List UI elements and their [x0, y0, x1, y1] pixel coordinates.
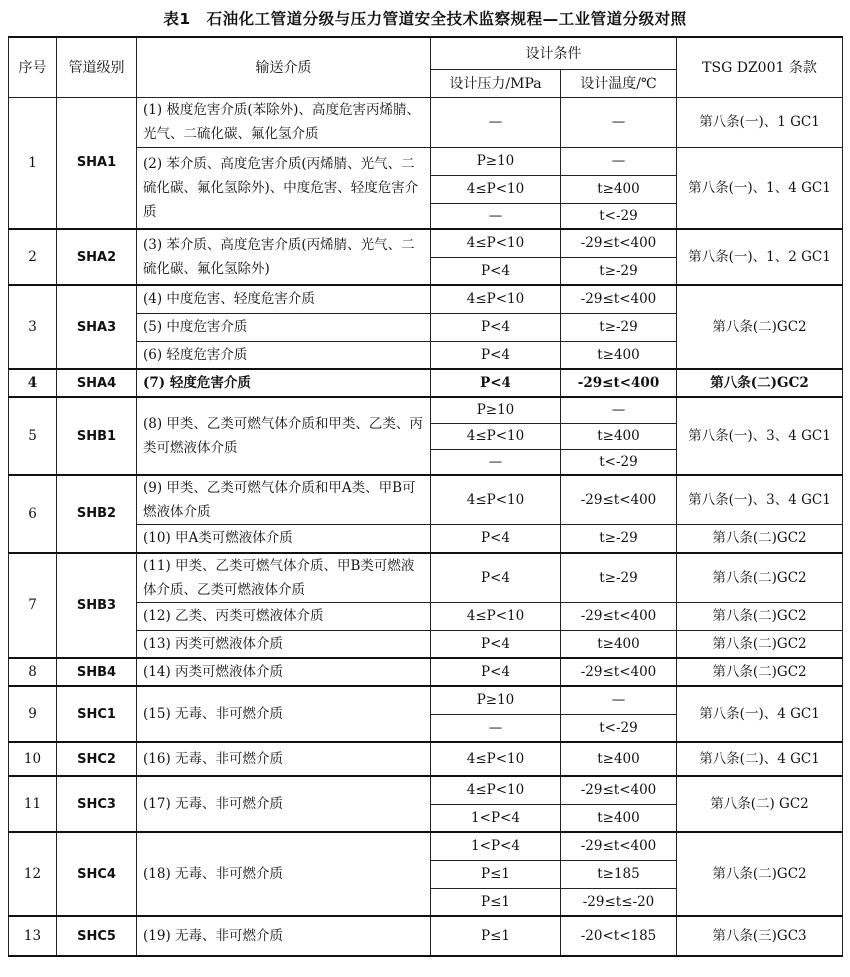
row-temperature: t≥-29 — [561, 313, 677, 341]
table-row — [9, 475, 843, 525]
row-medium: (10) 甲A类可燃液体介质 — [137, 525, 431, 553]
table-body — [9, 97, 843, 956]
row-medium: (6) 轻度危害介质 — [137, 341, 431, 369]
row-pressure: P<4 — [431, 257, 561, 285]
row-medium: (3) 苯介质、高度危害介质(丙烯腈、光气、二硫化碳、氟化氢除外) — [137, 229, 431, 285]
header-temperature: 设计温度/℃ — [561, 69, 677, 97]
row-temperature: t<-29 — [561, 714, 677, 742]
table-row — [9, 97, 843, 147]
row-clause: 第八条(一)、3、4 GC1 — [677, 475, 843, 525]
table-row — [9, 686, 843, 714]
row-medium: (1) 极度危害介质(苯除外)、高度危害丙烯腈、光气、二硫化碳、氟化氢介质 — [137, 97, 431, 147]
row-clause: 第八条(二)GC2 — [677, 602, 843, 630]
row-grade: SHC4 — [57, 832, 137, 916]
row-temperature: t≥400 — [561, 423, 677, 449]
row-grade: SHB2 — [57, 475, 137, 553]
table-row — [9, 776, 843, 804]
row-temperature: -29≤t<400 — [561, 832, 677, 860]
row-medium: (18) 无毒、非可燃介质 — [137, 832, 431, 916]
row-temperature: -20<t<185 — [561, 916, 677, 956]
row-medium: (9) 甲类、乙类可燃气体介质和甲A类、甲B可燃液体介质 — [137, 475, 431, 525]
row-pressure: 4≤P<10 — [431, 475, 561, 525]
table-row — [9, 916, 843, 956]
row-pressure: P<4 — [431, 525, 561, 553]
row-temperature: -29≤t<400 — [561, 229, 677, 257]
row-grade: SHA3 — [57, 285, 137, 369]
row-temperature: -29≤t<400 — [561, 658, 677, 686]
row-medium: (13) 丙类可燃液体介质 — [137, 630, 431, 658]
row-pressure: P<4 — [431, 630, 561, 658]
row-grade: SHB4 — [57, 658, 137, 686]
row-clause: 第八条(二)GC2 — [677, 630, 843, 658]
row-clause: 第八条(二)GC2 — [677, 553, 843, 603]
row-temperature: — — [561, 97, 677, 147]
table-row — [9, 229, 843, 257]
header-design: 设计条件 — [431, 37, 677, 69]
row-no: 4 — [9, 369, 57, 397]
row-pressure: P<4 — [431, 341, 561, 369]
row-temperature: — — [561, 147, 677, 175]
row-no: 2 — [9, 229, 57, 285]
row-pressure: — — [431, 97, 561, 147]
row-medium: (16) 无毒、非可燃介质 — [137, 742, 431, 776]
row-medium: (2) 苯介质、高度危害介质(丙烯腈、光气、二硫化碳、氟化氢除外)、中度危害、轻度危害介质 — [137, 147, 431, 229]
row-pressure: P<4 — [431, 658, 561, 686]
table-row — [9, 832, 843, 860]
row-medium: (12) 乙类、丙类可燃液体介质 — [137, 602, 431, 630]
row-temperature: t<-29 — [561, 449, 677, 475]
row-no: 11 — [9, 776, 57, 832]
row-medium: (8) 甲类、乙类可燃气体介质和甲类、乙类、丙类可燃液体介质 — [137, 397, 431, 475]
row-medium: (19) 无毒、非可燃介质 — [137, 916, 431, 956]
row-pressure: 4≤P<10 — [431, 423, 561, 449]
row-pressure: P≤1 — [431, 916, 561, 956]
row-temperature: t≥400 — [561, 742, 677, 776]
row-pressure: 4≤P<10 — [431, 229, 561, 257]
row-grade: SHA4 — [57, 369, 137, 397]
row-temperature: t≥-29 — [561, 525, 677, 553]
row-pressure: 1<P<4 — [431, 804, 561, 832]
row-pressure: 4≤P<10 — [431, 285, 561, 313]
row-no: 5 — [9, 397, 57, 475]
row-temperature: -29≤t<400 — [561, 602, 677, 630]
row-pressure: P≥10 — [431, 686, 561, 714]
row-temperature: t≥-29 — [561, 553, 677, 603]
pipeline-classification-table — [8, 36, 843, 957]
row-pressure: — — [431, 203, 561, 229]
row-clause: 第八条(二)GC2 — [677, 832, 843, 916]
row-medium: (7) 轻度危害介质 — [137, 369, 431, 397]
row-clause: 第八条(二)、4 GC1 — [677, 742, 843, 776]
row-clause: 第八条(二)GC2 — [677, 369, 843, 397]
row-grade: SHB1 — [57, 397, 137, 475]
row-pressure: — — [431, 449, 561, 475]
row-temperature: t≥185 — [561, 860, 677, 888]
row-temperature: -29≤t<400 — [561, 285, 677, 313]
row-clause: 第八条(二)GC2 — [677, 285, 843, 369]
row-pressure: 4≤P<10 — [431, 776, 561, 804]
row-grade: SHB3 — [57, 553, 137, 659]
row-pressure: 4≤P<10 — [431, 602, 561, 630]
row-medium: (11) 甲类、乙类可燃气体介质、甲B类可燃液体介质、乙类可燃液体介质 — [137, 553, 431, 603]
row-clause: 第八条(二)GC2 — [677, 525, 843, 553]
table-row — [9, 285, 843, 313]
row-no: 3 — [9, 285, 57, 369]
row-medium: (14) 丙类可燃液体介质 — [137, 658, 431, 686]
row-clause: 第八条(一)、1、2 GC1 — [677, 229, 843, 285]
row-clause: 第八条(一)、1、4 GC1 — [677, 147, 843, 229]
row-temperature: t≥400 — [561, 804, 677, 832]
row-clause: 第八条(二)GC2 — [677, 658, 843, 686]
row-medium: (4) 中度危害、轻度危害介质 — [137, 285, 431, 313]
row-no: 6 — [9, 475, 57, 553]
row-temperature: t≥-29 — [561, 257, 677, 285]
row-temperature: t≥400 — [561, 630, 677, 658]
table-row — [9, 658, 843, 686]
row-pressure: P<4 — [431, 553, 561, 603]
row-pressure: P≤1 — [431, 860, 561, 888]
table-row — [9, 397, 843, 423]
row-no: 9 — [9, 686, 57, 742]
row-pressure: P<4 — [431, 369, 561, 397]
row-medium: (5) 中度危害介质 — [137, 313, 431, 341]
row-medium: (17) 无毒、非可燃介质 — [137, 776, 431, 832]
row-grade: SHC1 — [57, 686, 137, 742]
row-temperature: — — [561, 397, 677, 423]
row-temperature: t<-29 — [561, 203, 677, 229]
table-row — [9, 742, 843, 776]
row-no: 10 — [9, 742, 57, 776]
row-pressure: 1<P<4 — [431, 832, 561, 860]
table-row — [9, 369, 843, 397]
row-no: 8 — [9, 658, 57, 686]
row-pressure: P≤1 — [431, 888, 561, 916]
row-no: 1 — [9, 97, 57, 229]
row-grade: SHA1 — [57, 97, 137, 229]
header-grade: 管道级别 — [57, 37, 137, 97]
row-temperature: — — [561, 686, 677, 714]
row-no: 12 — [9, 832, 57, 916]
row-clause: 第八条(一)、1 GC1 — [677, 97, 843, 147]
row-pressure: 4≤P<10 — [431, 742, 561, 776]
row-temperature: -29≤t<400 — [561, 369, 677, 397]
row-temperature: -29≤t<400 — [561, 776, 677, 804]
row-temperature: -29≤t<400 — [561, 475, 677, 525]
row-no: 13 — [9, 916, 57, 956]
row-medium: (15) 无毒、非可燃介质 — [137, 686, 431, 742]
table-row — [9, 553, 843, 603]
header-no: 序号 — [9, 37, 57, 97]
row-temperature: t≥400 — [561, 175, 677, 203]
row-pressure: 4≤P<10 — [431, 175, 561, 203]
row-pressure: P≥10 — [431, 397, 561, 423]
row-clause: 第八条(三)GC3 — [677, 916, 843, 956]
row-pressure: P≥10 — [431, 147, 561, 175]
row-grade: SHA2 — [57, 229, 137, 285]
header-medium: 输送介质 — [137, 37, 431, 97]
header-pressure: 设计压力/MPa — [431, 69, 561, 97]
row-clause: 第八条(一)、3、4 GC1 — [677, 397, 843, 475]
row-pressure: P<4 — [431, 313, 561, 341]
row-temperature: t≥400 — [561, 341, 677, 369]
row-clause: 第八条(一)、4 GC1 — [677, 686, 843, 742]
row-pressure: — — [431, 714, 561, 742]
row-no: 7 — [9, 553, 57, 659]
row-grade: SHC2 — [57, 742, 137, 776]
row-clause: 第八条(二) GC2 — [677, 776, 843, 832]
row-temperature: -29≤t≤-20 — [561, 888, 677, 916]
page-title: 表1 石油化工管道分级与压力管道安全技术监察规程—工业管道分级对照 — [163, 10, 687, 28]
row-grade: SHC3 — [57, 776, 137, 832]
header-clause: TSG DZ001 条款 — [677, 37, 843, 97]
row-grade: SHC5 — [57, 916, 137, 956]
